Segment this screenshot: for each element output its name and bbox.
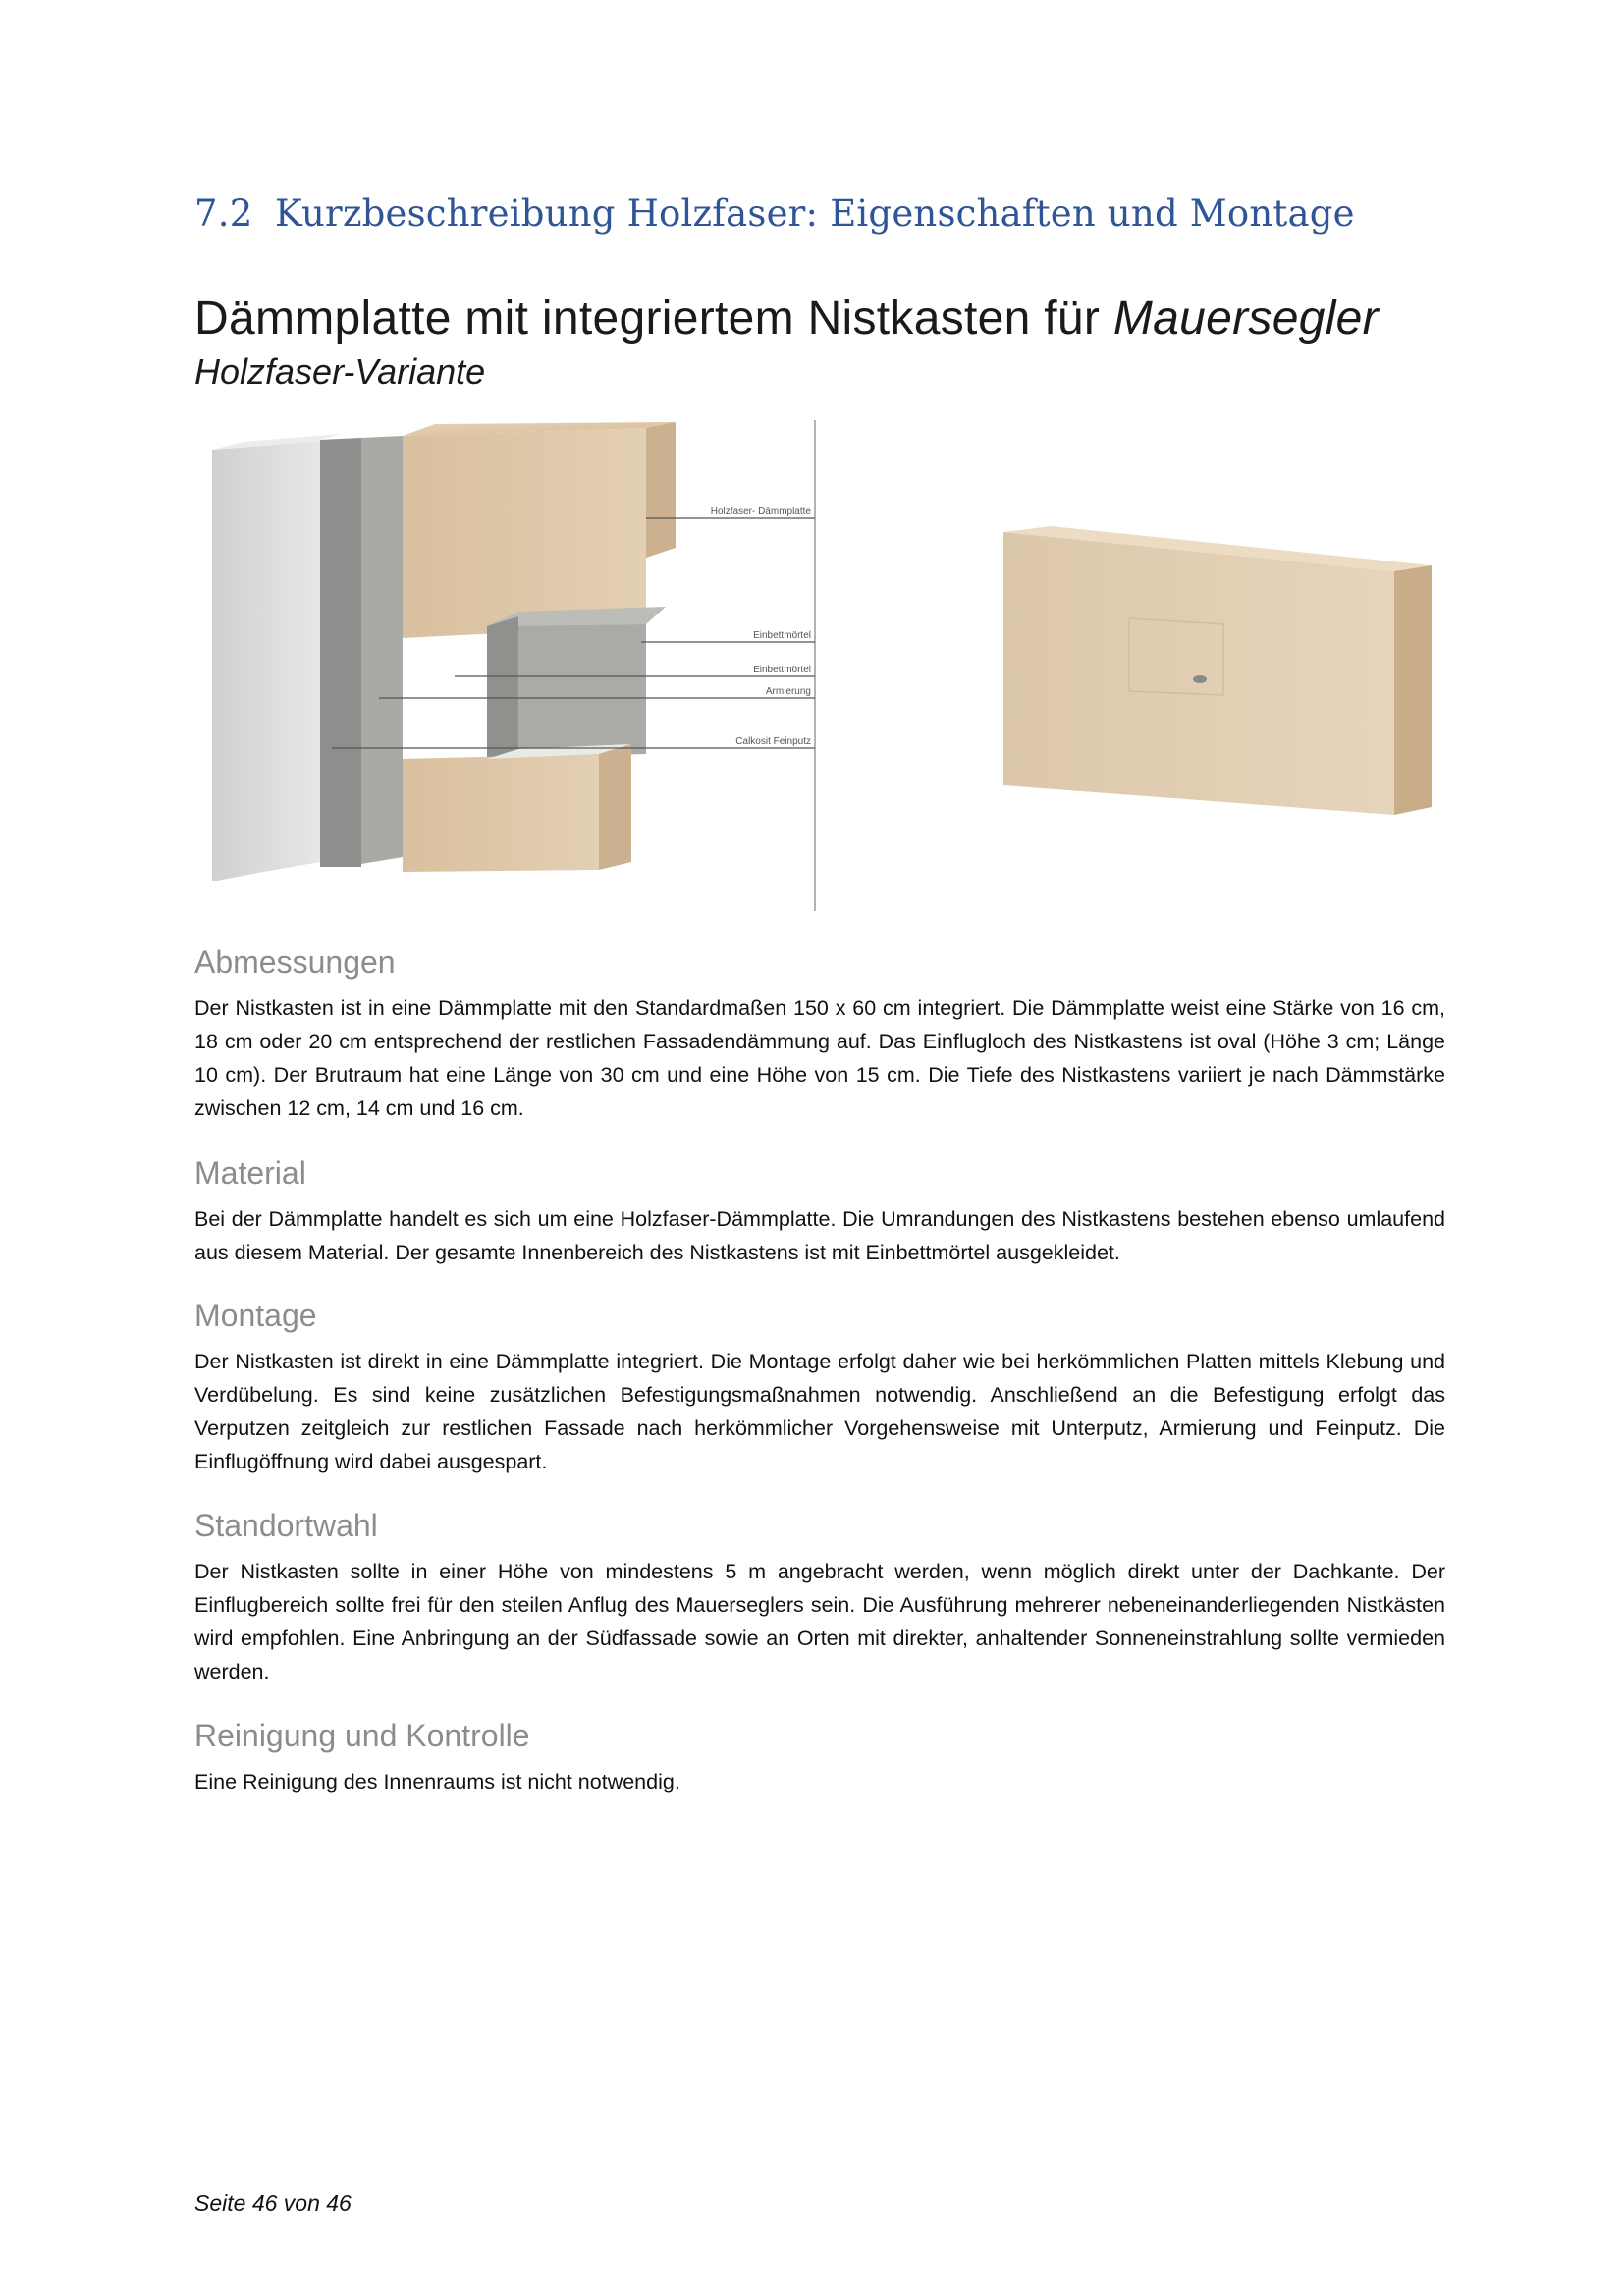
page-footer: Seite 46 von 46 <box>194 2190 352 2216</box>
section-number: 7.2 <box>194 192 253 235</box>
paragraph-standortwahl: Der Nistkasten sollte in einer Höhe von mindestens 5 m angebracht werden, wenn möglich direkt unter der Dachkante. Der Einflugbereich sollte frei für den steilen Anflug des Mauerseglers sein. Die Ausführung mehrerer nebeneinanderliegenden Nistkästen wird empfohlen. Eine Anbringung an der Südfassade sowie an Orten mit direkter, anhaltender Sonneneinstrahlung sollte vermieden werden. <box>194 1560 1445 1683</box>
label-einbettmoertel-1: Einbettmörtel <box>753 630 811 641</box>
document-title <box>194 292 1379 346</box>
heading-material: Material <box>194 1155 306 1191</box>
heading-abmessungen: Abmessungen <box>194 944 396 980</box>
paragraph-reinigung: Eine Reinigung des Innenraums ist nicht notwendig. <box>194 1770 680 1793</box>
paragraph-abmessungen: Der Nistkasten ist in eine Dämmplatte mit den Standardmaßen 150 x 60 cm integriert. Die Dämmplatte weist eine Stärke von 16 cm, 18 cm oder 20 cm entsprechend der restlichen Fassadendämmung auf. Das Einflugloch des Nistkastens ist oval (Höhe 3 cm; Länge 10 cm). Der Brutraum hat eine Länge von 30 cm und eine Höhe von 15 cm. Die Tiefe des Nistkastens variiert je nach Dämmstärke zwischen 12 cm, 14 cm und 16 cm. <box>194 996 1445 1120</box>
document-subtitle: Holzfaser-Variante <box>194 351 486 392</box>
heading-standortwahl: Standortwahl <box>194 1508 378 1543</box>
title-emphasis: Mauersegler <box>1112 293 1379 345</box>
label-holzfaser: Holzfaser- Dämmplatte <box>710 507 811 517</box>
entrance-hole <box>1193 675 1207 683</box>
section-illustration <box>194 420 835 923</box>
section-heading <box>194 192 1355 235</box>
heading-montage: Montage <box>194 1298 317 1333</box>
label-feinputz: Calkosit Feinputz <box>735 736 811 747</box>
paragraph-material: Bei der Dämmplatte handelt es sich um eine Holzfaser-Dämmplatte. Die Umrandungen des Nistkastens bestehen ebenso umlaufend aus diesem Material. Der gesamte Innenbereich des Nistkastens ist mit Einbettmörtel ausgekleidet. <box>194 1207 1445 1264</box>
title-main: Dämmplatte mit integriertem Nistkasten für <box>194 293 1113 345</box>
section-title: Kurzbeschreibung Holzfaser: Eigenschaften und Montage <box>275 192 1355 235</box>
label-einbettmoertel-2: Einbettmörtel <box>753 665 811 675</box>
paragraph-montage: Der Nistkasten ist direkt in eine Dämmplatte integriert. Die Montage erfolgt daher wie bei herkömmlichen Platten mittels Klebung und Verdübelung. Es sind keine zusätzlichen Befestigungsmaßnahmen notwendig. Anschließend an die Befestigung erfolgt das Verputzen zeitgleich zur restlichen Fassade nach herkömmlicher Vorgehensweise mit Unterputz, Armierung und Feinputz. Die Einflugöffnung wird dabei ausgespart. <box>194 1350 1445 1473</box>
panel-illustration <box>992 520 1443 825</box>
heading-reinigung: Reinigung und Kontrolle <box>194 1718 530 1753</box>
label-armierung: Armierung <box>765 686 811 697</box>
